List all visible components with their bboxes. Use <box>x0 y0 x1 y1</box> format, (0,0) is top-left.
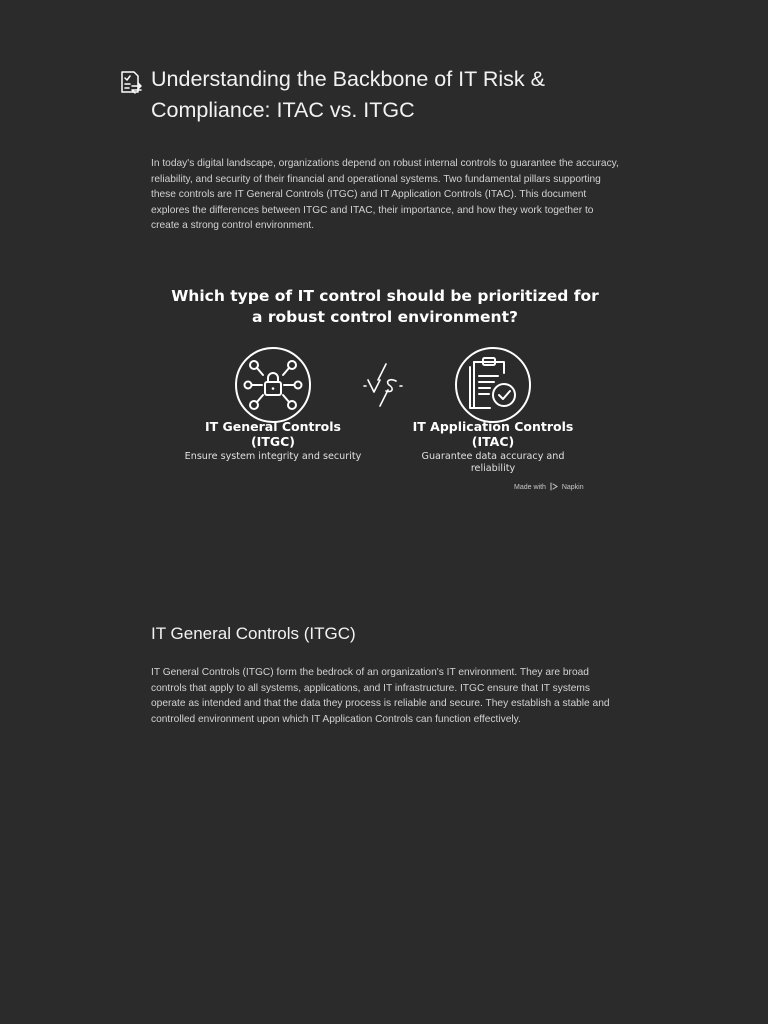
page-title: Understanding the Backbone of IT Risk & Compliance: ITAC vs. ITGC <box>151 67 545 122</box>
section-title: IT General Controls (ITGC) <box>151 624 356 643</box>
option-itac-title: IT Application Controls (ITAC) <box>412 419 574 449</box>
option-itgc-title: IT General Controls (ITGC) <box>205 419 341 449</box>
clipboard-check-icon <box>454 346 532 424</box>
credit-prefix: Made with <box>514 484 546 491</box>
intro-paragraph: In today's digital landscape, organizations depend on robust internal controls to guarantee the accuracy, reliability, and security of their financial and operational systems. Two fundamental pillars supporting these controls are IT General Controls (ITGC) and IT Application Controls (ITAC). This document explores the differences between ITGC and ITAC, their importance, and how they work together to create a strong control environment. <box>151 158 619 231</box>
option-itac <box>403 419 583 475</box>
option-itac-subtitle: Guarantee data accuracy and reliability <box>421 451 565 474</box>
network-lock-icon <box>234 346 312 424</box>
option-itgc <box>183 419 363 463</box>
vs-label: VS <box>383 390 385 391</box>
diagram-question: Which type of IT control should be prioritized for a robust control environment? <box>171 287 599 326</box>
napkin-credit[interactable] <box>514 482 584 491</box>
comparison-diagram <box>170 282 600 497</box>
option-itgc-subtitle: Ensure system integrity and security <box>184 451 362 462</box>
vs-icon <box>360 362 406 408</box>
section-paragraph: IT General Controls (ITGC) form the bedrock of an organization's IT environment. They are broad controls that apply to all systems, applications, and IT infrastructure. ITGC ensure that IT systems operate as intended and that the data they process is reliable and secure. They establish a stable and controlled environment upon which IT Application Controls can function effectively. <box>151 667 610 725</box>
credit-brand: Napkin <box>561 484 584 491</box>
napkin-logo-icon <box>550 482 559 491</box>
checklist-icon <box>118 69 144 95</box>
